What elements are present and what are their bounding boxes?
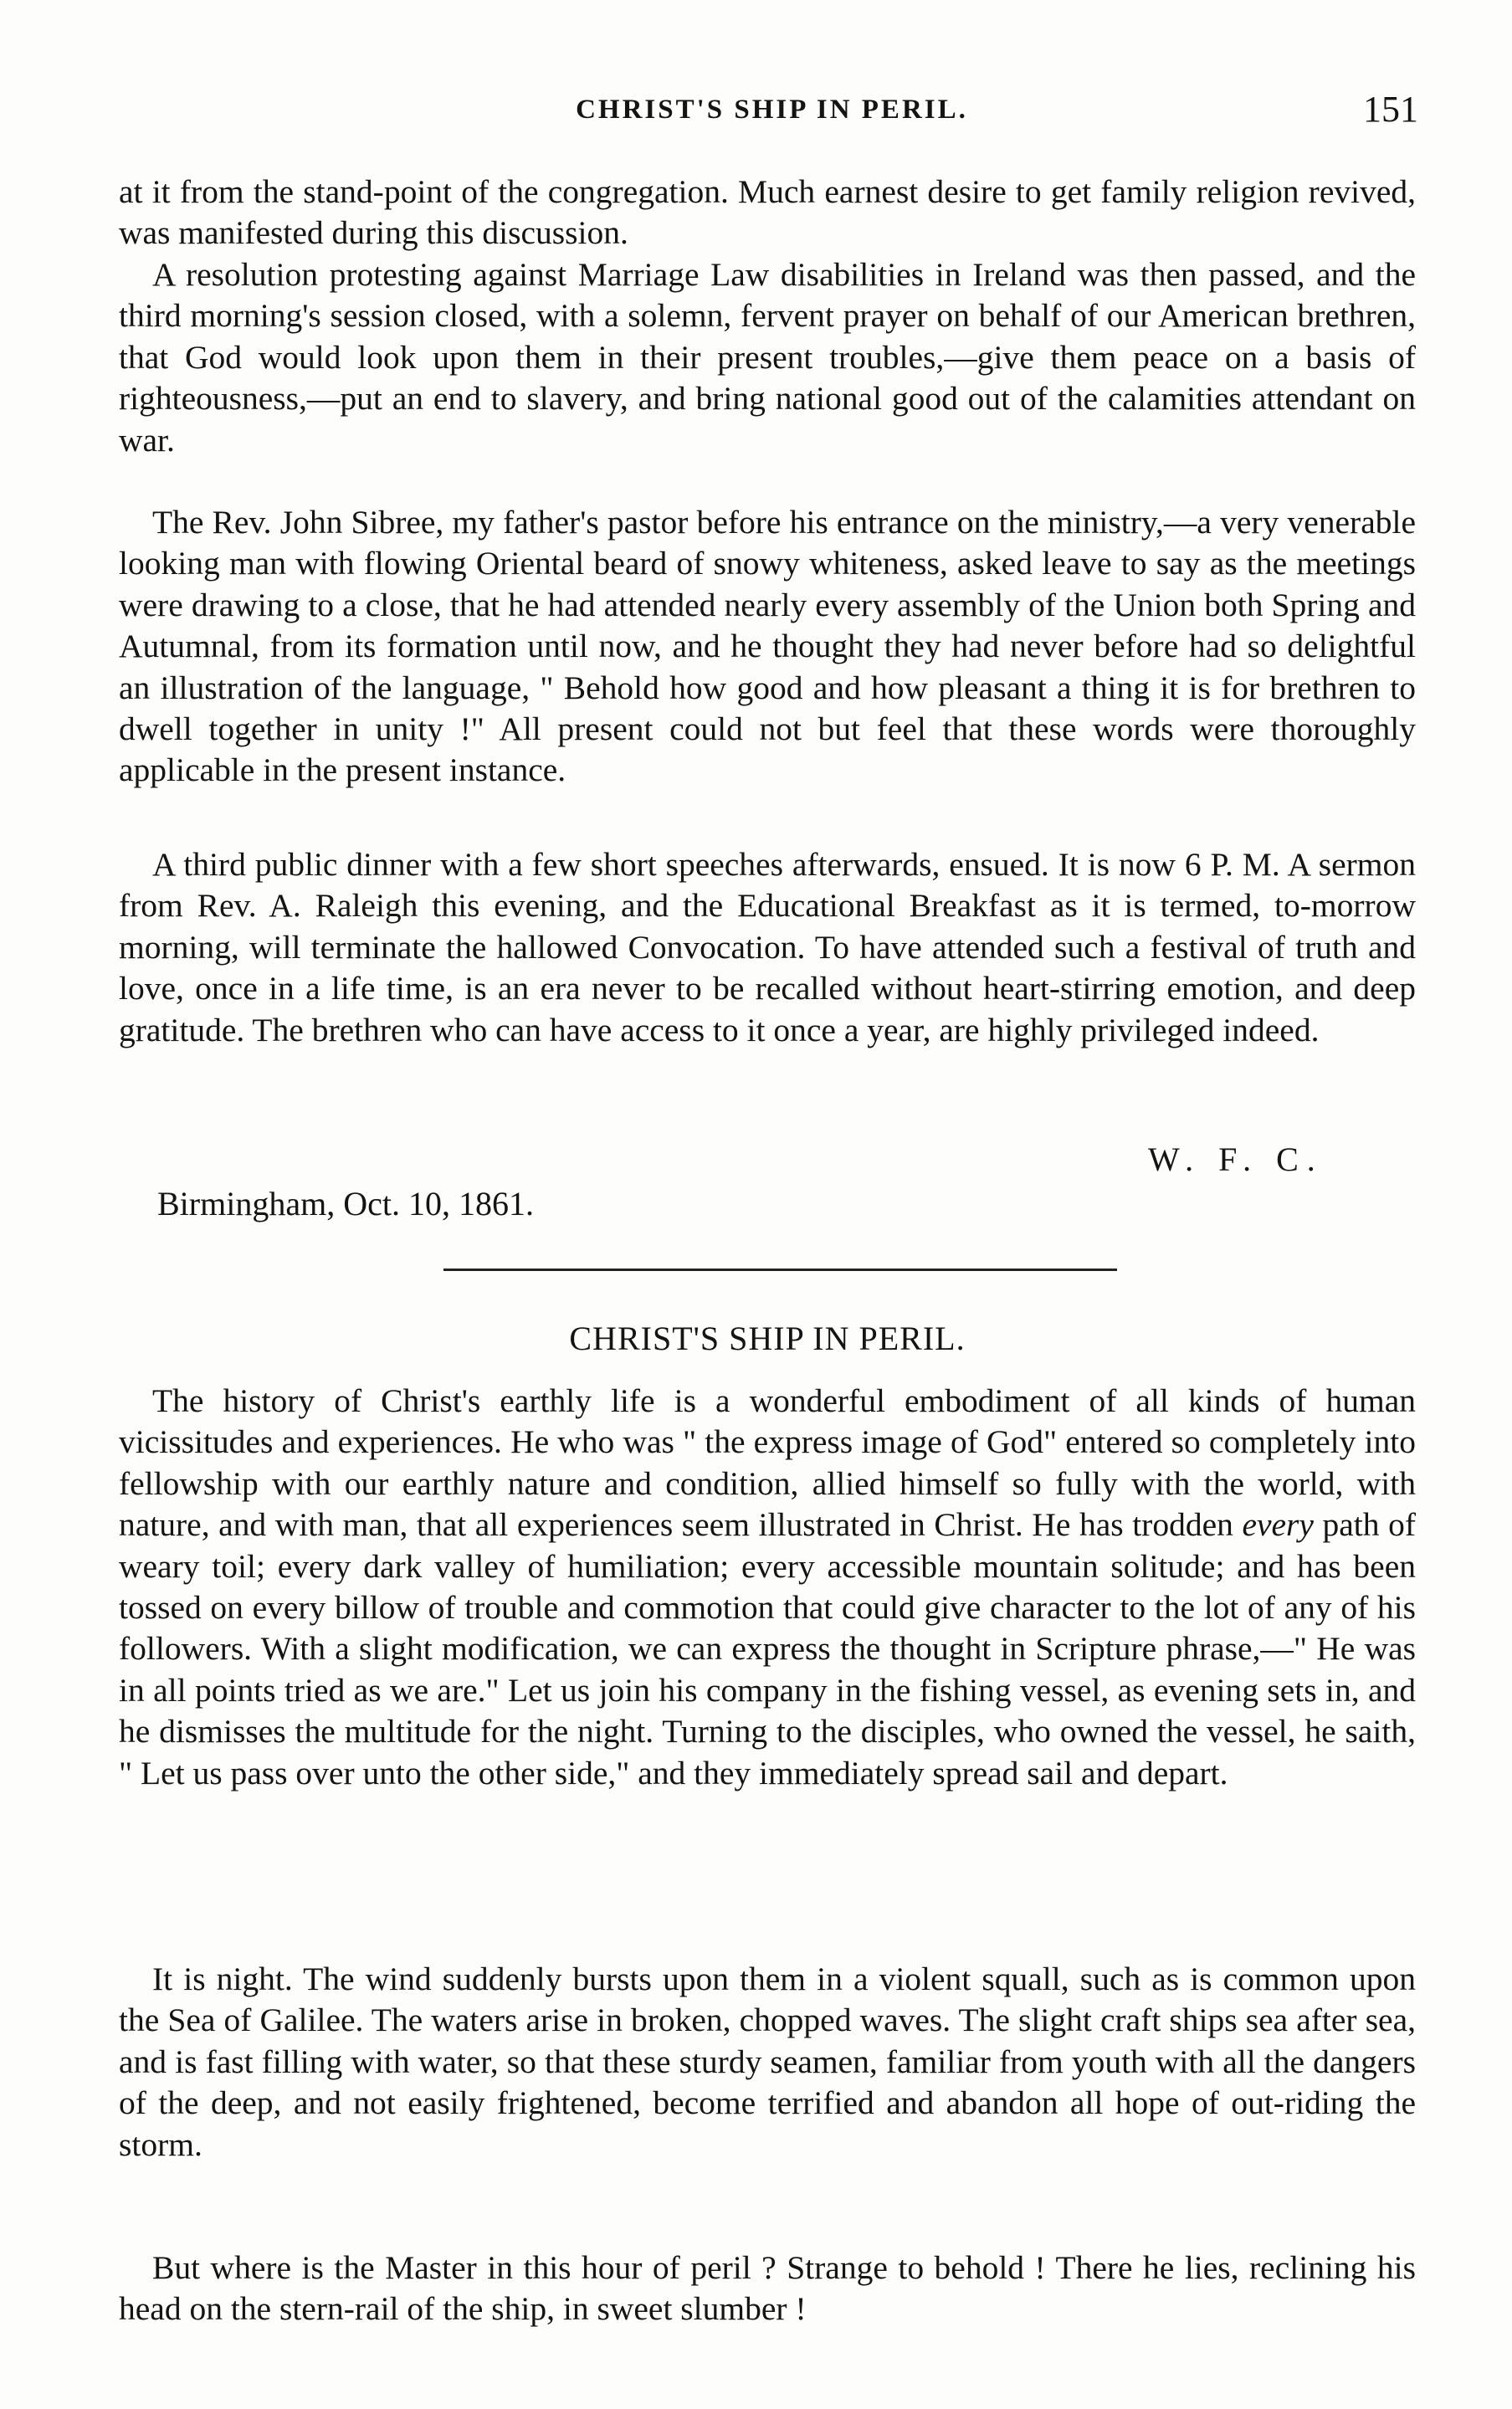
dateline: Birmingham, Oct. 10, 1861. bbox=[157, 1185, 534, 1222]
article-paragraph-1-start: The history of Christ's earthly life is a wonderful embodiment of all kinds of human vicissitudes and experiences. He who was " the express image of God" entered so completely into fellowship with our earthly nature and condition, allied himself so fully with the world, with nature, and with man, that all experiences seem illustrated in Christ. He has trodden bbox=[119, 1382, 1416, 1544]
article-paragraph-1-end: path of weary toil; every dark valley of humiliation; every accessible mountain solitude; and has been tossed on every billow of trouble and commotion that could give character to the lot of any of his followers. With a slight modification, we can express the thought in Scripture phrase,—" He was in all points tried as we are." Let us join his company in the fishing vessel, as evening sets in, and he dismisses the multitude for the night. Turning to the disciples, who owned the vessel, he saith, " Let us pass over unto the other side," and they immediately spread sail and depart. bbox=[119, 1506, 1416, 1791]
emphasis-every: every bbox=[1242, 1506, 1314, 1544]
running-title: CHRIST'S SHIP IN PERIL. bbox=[576, 95, 968, 125]
page-number: 151 bbox=[1363, 89, 1418, 130]
article-paragraph-3: But where is the Master in this hour of peril ? Strange to behold ! There he lies, reclining his head on the stern-rail of the ship, in sweet slumber ! bbox=[119, 2249, 1416, 2328]
article-paragraph-2: It is night. The wind suddenly bursts upon them in a violent squall, such as is common upon the Sea of Galilee. The waters arise in broken, chopped waves. The slight craft ships sea after sea, and is fast filling with water, so that these sturdy seamen, familiar from youth with all the dangers of the deep, and not easily frightened, become terrified and abandon all hope of out-riding the storm. bbox=[119, 1961, 1416, 2163]
running-head bbox=[126, 88, 1418, 138]
article-heading: CHRIST'S SHIP IN PERIL. bbox=[569, 1320, 966, 1357]
article-paragraph-1 bbox=[119, 1381, 1416, 1794]
paragraph-resolution: A resolution protesting against Marriage Law disabilities in Ireland was then passed, and the third morning's session closed, with a solemn, fervent prayer on behalf of our American brethren, that God would look upon them in their present troubles,—give them peace on a basis of righteousness,—put an end to slavery, and bring national good out of the calamities attendant on war. bbox=[119, 256, 1416, 459]
signature: W. F. C. bbox=[1148, 1140, 1324, 1178]
paragraph-continuation: at it from the stand-point of the congregation. Much earnest desire to get family religion revived, was manifested during this discussion. bbox=[119, 173, 1416, 252]
paragraph-third-dinner: A third public dinner with a few short speeches afterwards, ensued. It is now 6 P. M. A sermon from Rev. A. Raleigh this evening, and the Educational Breakfast as it is termed, to-morrow morning, will terminate the hallowed Convocation. To have attended such a festival of truth and love, once in a life time, is an era never to be recalled without heart-stirring emotion, and deep gratitude. The brethren who can have access to it once a year, are highly privileged indeed. bbox=[119, 846, 1416, 1048]
section-divider bbox=[443, 1269, 1117, 1271]
paragraph-sibree: The Rev. John Sibree, my father's pastor before his entrance on the ministry,—a very venerable looking man with flowing Oriental beard of snowy whiteness, asked leave to say as the meetings were drawing to a close, that he had attended nearly every assembly of the Union both Spring and Autumnal, from its formation until now, and he thought they had never before had so delightful an illustration of the language, " Behold how good and how pleasant a thing it is for brethren to dwell together in unity !" All present could not but feel that these words were thoroughly applicable in the present instance. bbox=[119, 504, 1416, 789]
